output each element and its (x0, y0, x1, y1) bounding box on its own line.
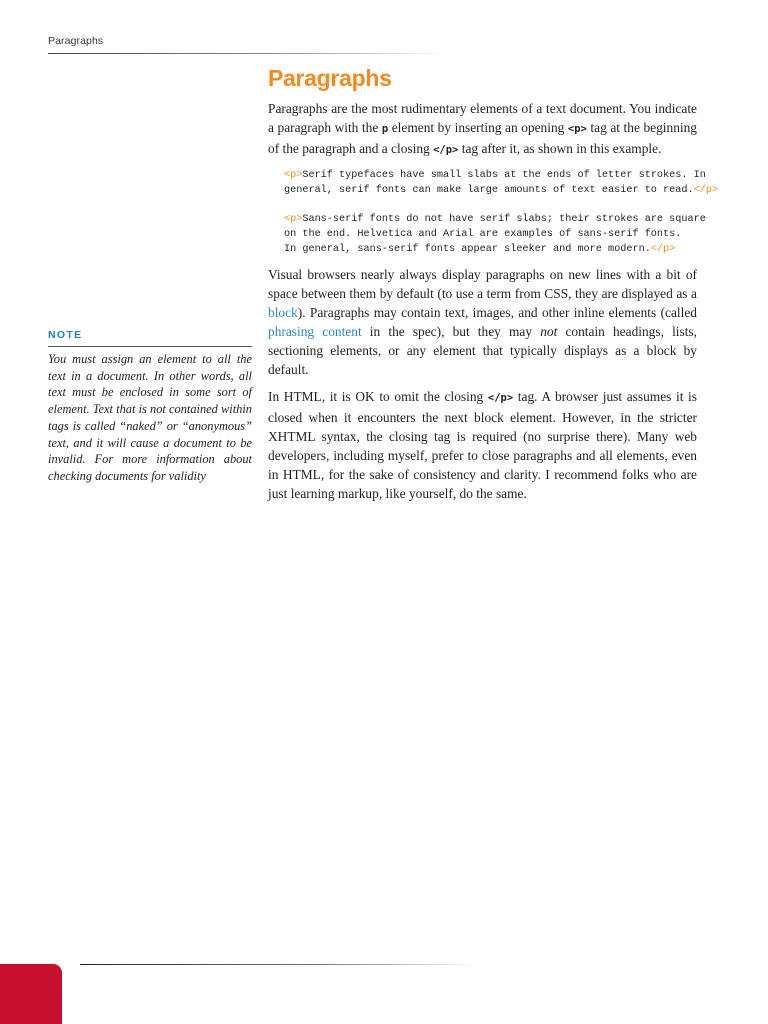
display-paragraph: Visual browsers nearly always display paragraphs on new lines with a bit of space between them by default (to use a term from CSS, they are displayed as a block). Paragraphs may contain text, images, and other inline elements (called phrasing content in the spec), but they may not contain headings, lists, sectioning elements, or any element that typically displays as a block by default. (268, 267, 697, 377)
intro-paragraph: Paragraphs are the most rudimentary elements of a text document. You indicate a paragraph with the p element by inserting an opening <p> tag at the beginning of the paragraph and a closing </p> tag after it, as shown in this example. (268, 101, 697, 156)
closing-tag-paragraph: In HTML, it is OK to omit the closing </p> tag. A browser just assumes it is closed when it encounters the next block element. However, in the stricter XHTML syntax, the closing tag is required (no surprise there). Many web developers, including myself, prefer to close paragraphs and all elements, even in HTML, for the sake of consistency and clarity. I recommend folks who are just learning markup, like yourself, do the same. (268, 389, 697, 501)
code-line: general, serif fonts can make large amounts of text easier to read. (284, 185, 694, 196)
header-rule (48, 53, 448, 54)
code-line: In general, sans-serif fonts appear sleeker and more modern. (284, 244, 651, 255)
code-example-sans-serif (284, 212, 706, 257)
note-label: NOTE (48, 329, 83, 341)
note-text: You must assign an element to all the text in a document. In other words, all text must be enclosed in some sort of element. Text that is not contained within tags is called “naked” or “anonymous” text, and it will cause a document to be invalid. For more information about checking documents for validity (48, 352, 252, 483)
note-rule (48, 346, 252, 347)
inline-code-p: p (381, 123, 389, 135)
emphasis-not: not (540, 324, 558, 339)
code-line: Sans-serif fonts do not have serif slabs; their strokes are square (302, 214, 706, 225)
sidebar-note (48, 329, 252, 485)
phrasing-content-link[interactable]: phrasing content (268, 324, 362, 339)
running-head: Paragraphs (48, 35, 104, 47)
inline-code-close-tag: </p> (433, 144, 459, 156)
main-column (268, 65, 719, 511)
code-open-tag: <p> (284, 170, 303, 181)
code-close-tag: </p> (693, 185, 719, 196)
inline-code-close-tag: </p> (487, 392, 514, 404)
code-line: Serif typefaces have small slabs at the ends of letter strokes. In (302, 170, 706, 181)
code-example-serif (284, 168, 719, 198)
footer-rule (80, 964, 480, 965)
inline-code-open-tag: <p> (567, 123, 587, 135)
code-line: on the end. Helvetica and Arial are examples of sans-serif fonts. (284, 229, 682, 240)
code-open-tag: <p> (284, 214, 303, 225)
block-link[interactable]: block (268, 305, 298, 320)
section-heading: Paragraphs (268, 65, 392, 91)
code-close-tag: </p> (650, 244, 676, 255)
page-corner-tab (0, 964, 62, 1024)
